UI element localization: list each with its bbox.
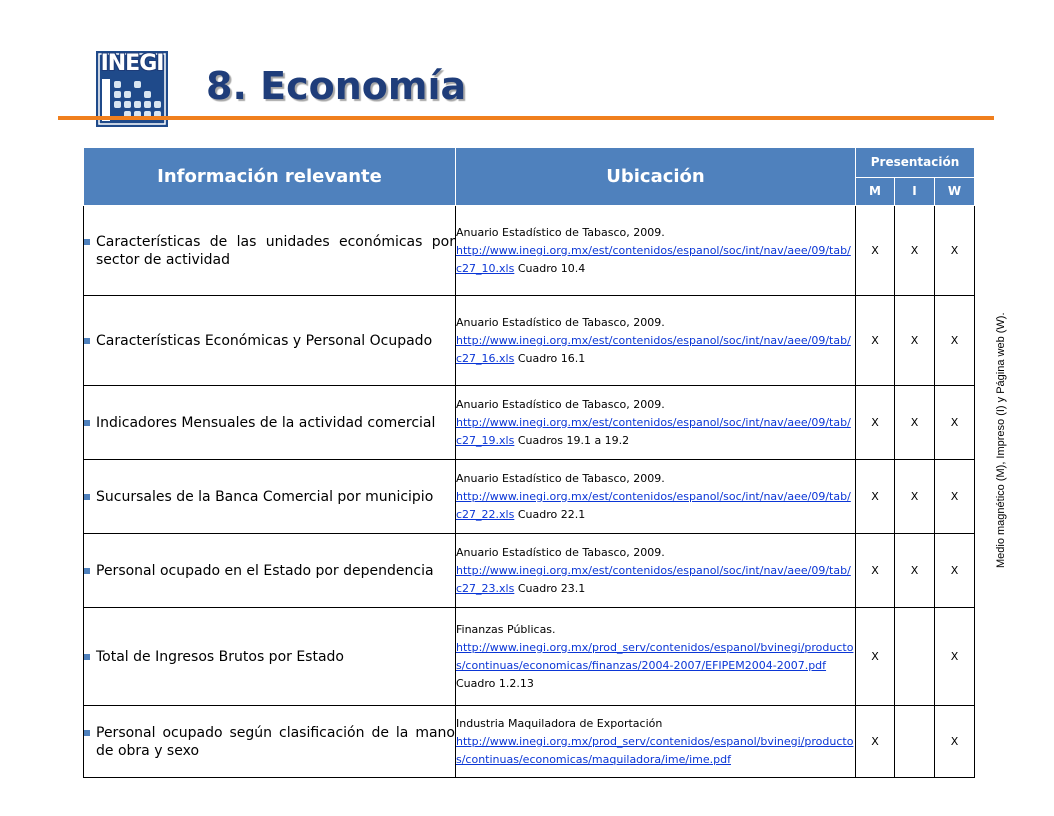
header-w: W (935, 177, 975, 206)
location-cell (456, 386, 856, 460)
mark-w: X (935, 386, 975, 460)
location-cell (456, 608, 856, 706)
table-row (84, 534, 975, 608)
presentation-legend: Medio magnético (M), Impreso (I) y Página web (W). (995, 312, 1007, 568)
mark-i (895, 706, 935, 778)
info-cell (84, 460, 456, 534)
mark-i (895, 608, 935, 706)
source-link[interactable]: http://www.inegi.org.mx/est/contenidos/espanol/soc/int/nav/aee/09/tab/c27_23.xls (456, 563, 851, 595)
info-text: Personal ocupado según clasificación de la mano de obra y sexo (96, 724, 455, 759)
logo-text: INEGI (100, 51, 164, 76)
page-title: 8. Economía (206, 64, 467, 108)
info-cell (84, 706, 456, 778)
mark-m: X (856, 460, 895, 534)
location-cell (456, 460, 856, 534)
mark-m: X (856, 206, 895, 296)
source-link[interactable]: http://www.inegi.org.mx/est/contenidos/espanol/soc/int/nav/aee/09/tab/c27_19.xls (456, 415, 851, 447)
mark-m: X (856, 386, 895, 460)
mark-m: X (856, 706, 895, 778)
table-ref: Cuadro 1.2.13 (456, 676, 534, 690)
table-ref: Cuadro 16.1 (514, 351, 586, 365)
table-row (84, 386, 975, 460)
mark-w: X (935, 608, 975, 706)
bullet-icon (84, 239, 90, 245)
bullet-icon (84, 338, 90, 344)
table-row (84, 296, 975, 386)
info-text: Indicadores Mensuales de la actividad comercial (96, 414, 436, 431)
info-text: Sucursales de la Banca Comercial por municipio (96, 488, 434, 505)
source-text: Anuario Estadístico de Tabasco, 2009. (456, 471, 665, 485)
bullet-icon (84, 494, 90, 500)
mark-m: X (856, 296, 895, 386)
table-row (84, 608, 975, 706)
source-link[interactable]: http://www.inegi.org.mx/prod_serv/contenidos/espanol/bvinegi/productos/continuas/economicas/maquiladora/ime/ime.pdf (456, 734, 854, 766)
source-text: Anuario Estadístico de Tabasco, 2009. (456, 545, 665, 559)
mark-i: X (895, 206, 935, 296)
mark-m: X (856, 608, 895, 706)
table-ref: Cuadro 22.1 (514, 507, 586, 521)
source-text: Anuario Estadístico de Tabasco, 2009. (456, 315, 665, 329)
table-ref: Cuadro 23.1 (514, 581, 586, 595)
header-i: I (895, 177, 935, 206)
info-text: Características de las unidades económicas por sector de actividad (96, 233, 455, 268)
source-text: Anuario Estadístico de Tabasco, 2009. (456, 225, 665, 239)
bullet-icon (84, 568, 90, 574)
info-text: Características Económicas y Personal Ocupado (96, 332, 433, 349)
info-cell (84, 296, 456, 386)
info-cell (84, 534, 456, 608)
source-text: Finanzas Públicas. (456, 622, 556, 636)
economy-table (83, 147, 975, 778)
source-text: Anuario Estadístico de Tabasco, 2009. (456, 397, 665, 411)
location-cell (456, 206, 856, 296)
mark-i: X (895, 386, 935, 460)
mark-i: X (895, 460, 935, 534)
title-rule (58, 116, 994, 120)
source-text: Industria Maquiladora de Exportación (456, 716, 663, 730)
mark-i: X (895, 296, 935, 386)
mark-w: X (935, 706, 975, 778)
header-location: Ubicación (456, 148, 856, 206)
table-ref: Cuadros 19.1 a 19.2 (514, 433, 630, 447)
mark-i: X (895, 534, 935, 608)
table-row (84, 206, 975, 296)
source-link[interactable]: http://www.inegi.org.mx/est/contenidos/espanol/soc/int/nav/aee/09/tab/c27_16.xls (456, 333, 851, 365)
header-m: M (856, 177, 895, 206)
header-presentation: Presentación (856, 148, 975, 178)
header-info: Información relevante (84, 148, 456, 206)
mark-w: X (935, 460, 975, 534)
location-cell (456, 296, 856, 386)
info-text: Personal ocupado en el Estado por dependencia (96, 562, 434, 579)
source-link[interactable]: http://www.inegi.org.mx/est/contenidos/espanol/soc/int/nav/aee/09/tab/c27_10.xls (456, 243, 851, 275)
mark-w: X (935, 534, 975, 608)
info-cell (84, 206, 456, 296)
mark-m: X (856, 534, 895, 608)
table-row (84, 706, 975, 778)
bullet-icon (84, 730, 90, 736)
info-text: Total de Ingresos Brutos por Estado (96, 648, 345, 665)
mark-w: X (935, 296, 975, 386)
source-link[interactable]: http://www.inegi.org.mx/est/contenidos/espanol/soc/int/nav/aee/09/tab/c27_22.xls (456, 489, 851, 521)
info-cell (84, 608, 456, 706)
location-cell (456, 706, 856, 778)
table-ref: Cuadro 10.4 (514, 261, 586, 275)
mark-w: X (935, 206, 975, 296)
source-link[interactable]: http://www.inegi.org.mx/prod_serv/contenidos/espanol/bvinegi/productos/continuas/economicas/finanzas/2004-2007/EFIPEM2004-2007.pdf (456, 640, 854, 672)
bullet-icon (84, 420, 90, 426)
bullet-icon (84, 654, 90, 660)
info-cell (84, 386, 456, 460)
location-cell (456, 534, 856, 608)
table-row (84, 460, 975, 534)
